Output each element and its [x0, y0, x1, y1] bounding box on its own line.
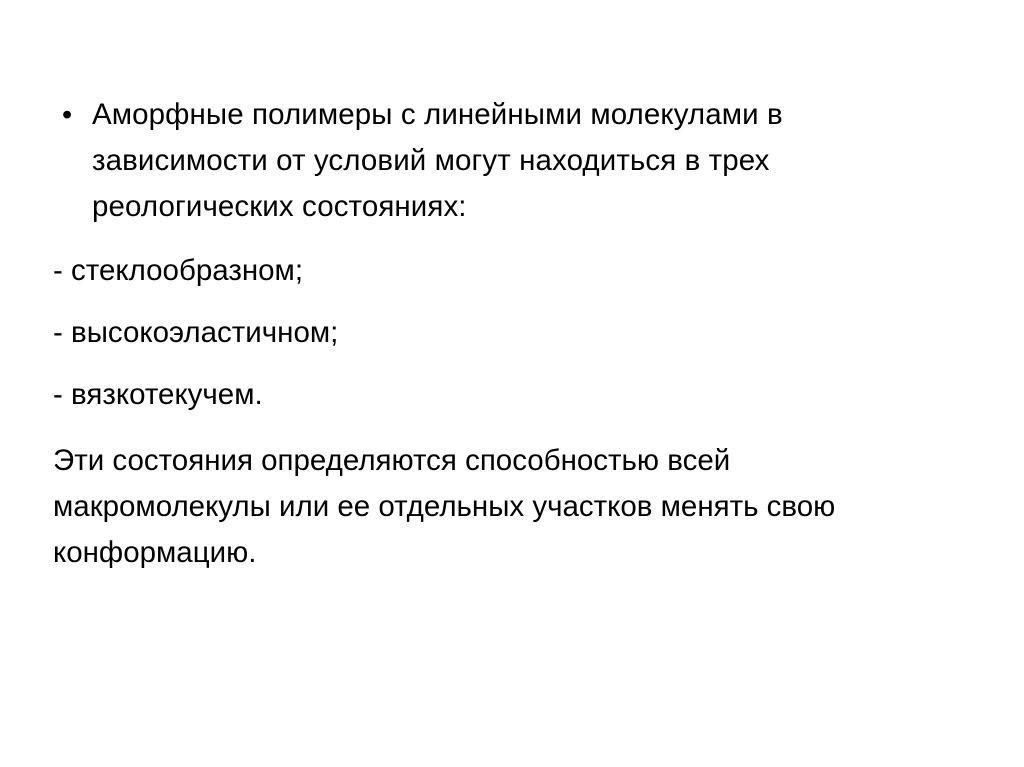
- slide-content: [52, 92, 962, 576]
- list-item: - высокоэластичном;: [53, 316, 339, 349]
- bullet-point-icon: •: [62, 99, 73, 131]
- list-item: - вязкотекучем.: [53, 378, 263, 411]
- closing-paragraph: Эти состояния определяются способностью всей макромолекулы или ее отдельных участков менять свою конформацию.: [53, 444, 836, 569]
- bullet-paragraph-text: Аморфные полимеры с линейными молекулами в зависимости от условий могут находиться в трех реологических состояниях:: [92, 98, 783, 223]
- bullet-paragraph-row: [52, 92, 962, 230]
- list-item: - стеклообразном;: [53, 254, 304, 287]
